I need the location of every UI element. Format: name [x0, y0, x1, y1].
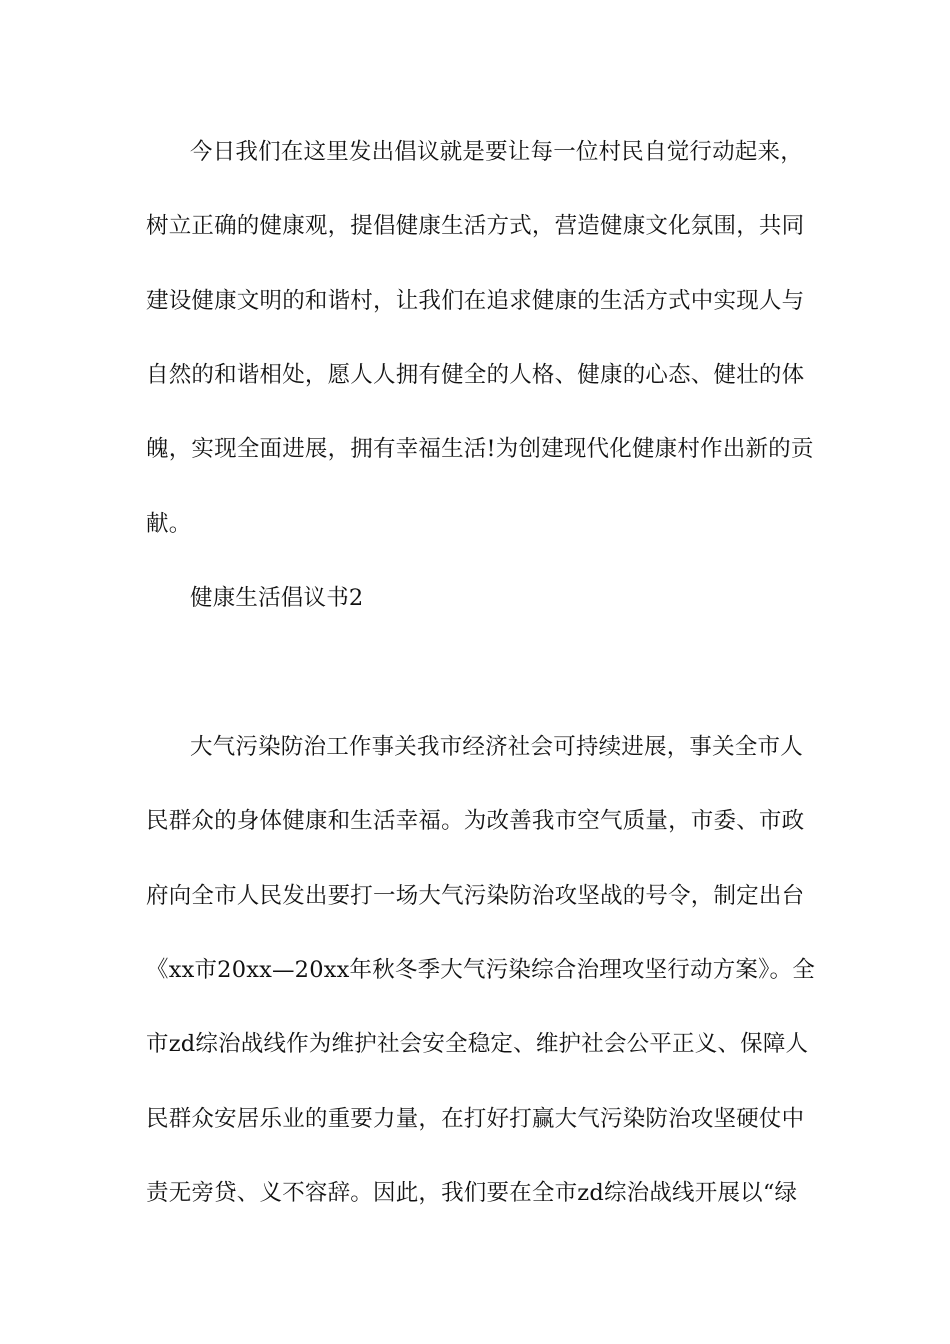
paragraph1-line-3: 建设健康文明的和谐村，让我们在追求健康的生活方式中实现人与 — [146, 288, 805, 314]
paragraph1-line-2: 树立正确的健康观，提倡健康生活方式，营造健康文化氛围，共同 — [146, 213, 805, 239]
paragraph1-line-4: 自然的和谐相处，愿人人拥有健全的人格、健康的心态、健壮的体 — [146, 362, 805, 388]
paragraph2-line-4: 《xx市20xx—20xx年秋冬季大气污染综合治理攻坚行动方案》。全 — [146, 957, 815, 983]
paragraph2-line-1: 大气污染防治工作事关我市经济社会可持续进展，事关全市人 — [190, 734, 803, 760]
paragraph1-line-5: 魄，实现全面进展，拥有幸福生活!为创建现代化健康村作出新的贡 — [146, 436, 814, 462]
paragraph2-line-3: 府向全市人民发出要打一场大气污染防治攻坚战的号令，制定出台 — [146, 883, 805, 909]
paragraph1-line-6: 献。 — [146, 511, 192, 537]
paragraph1-line-1: 今日我们在这里发出倡议就是要让每一位村民自觉行动起来， — [190, 139, 803, 165]
paragraph2-line-7: 责无旁贷、义不容辞。因此，我们要在全市zd综治战线开展以“绿 — [146, 1180, 798, 1206]
section-heading: 健康生活倡议书2 — [190, 585, 364, 611]
paragraph2-line-5: 市zd综治战线作为维护社会安全稳定、维护社会公平正义、保障人 — [146, 1031, 809, 1057]
paragraph2-line-6: 民群众安居乐业的重要力量，在打好打赢大气污染防治攻坚硬仗中 — [146, 1106, 805, 1132]
paragraph2-line-2: 民群众的身体健康和生活幸福。为改善我市空气质量，市委、市政 — [146, 808, 805, 834]
